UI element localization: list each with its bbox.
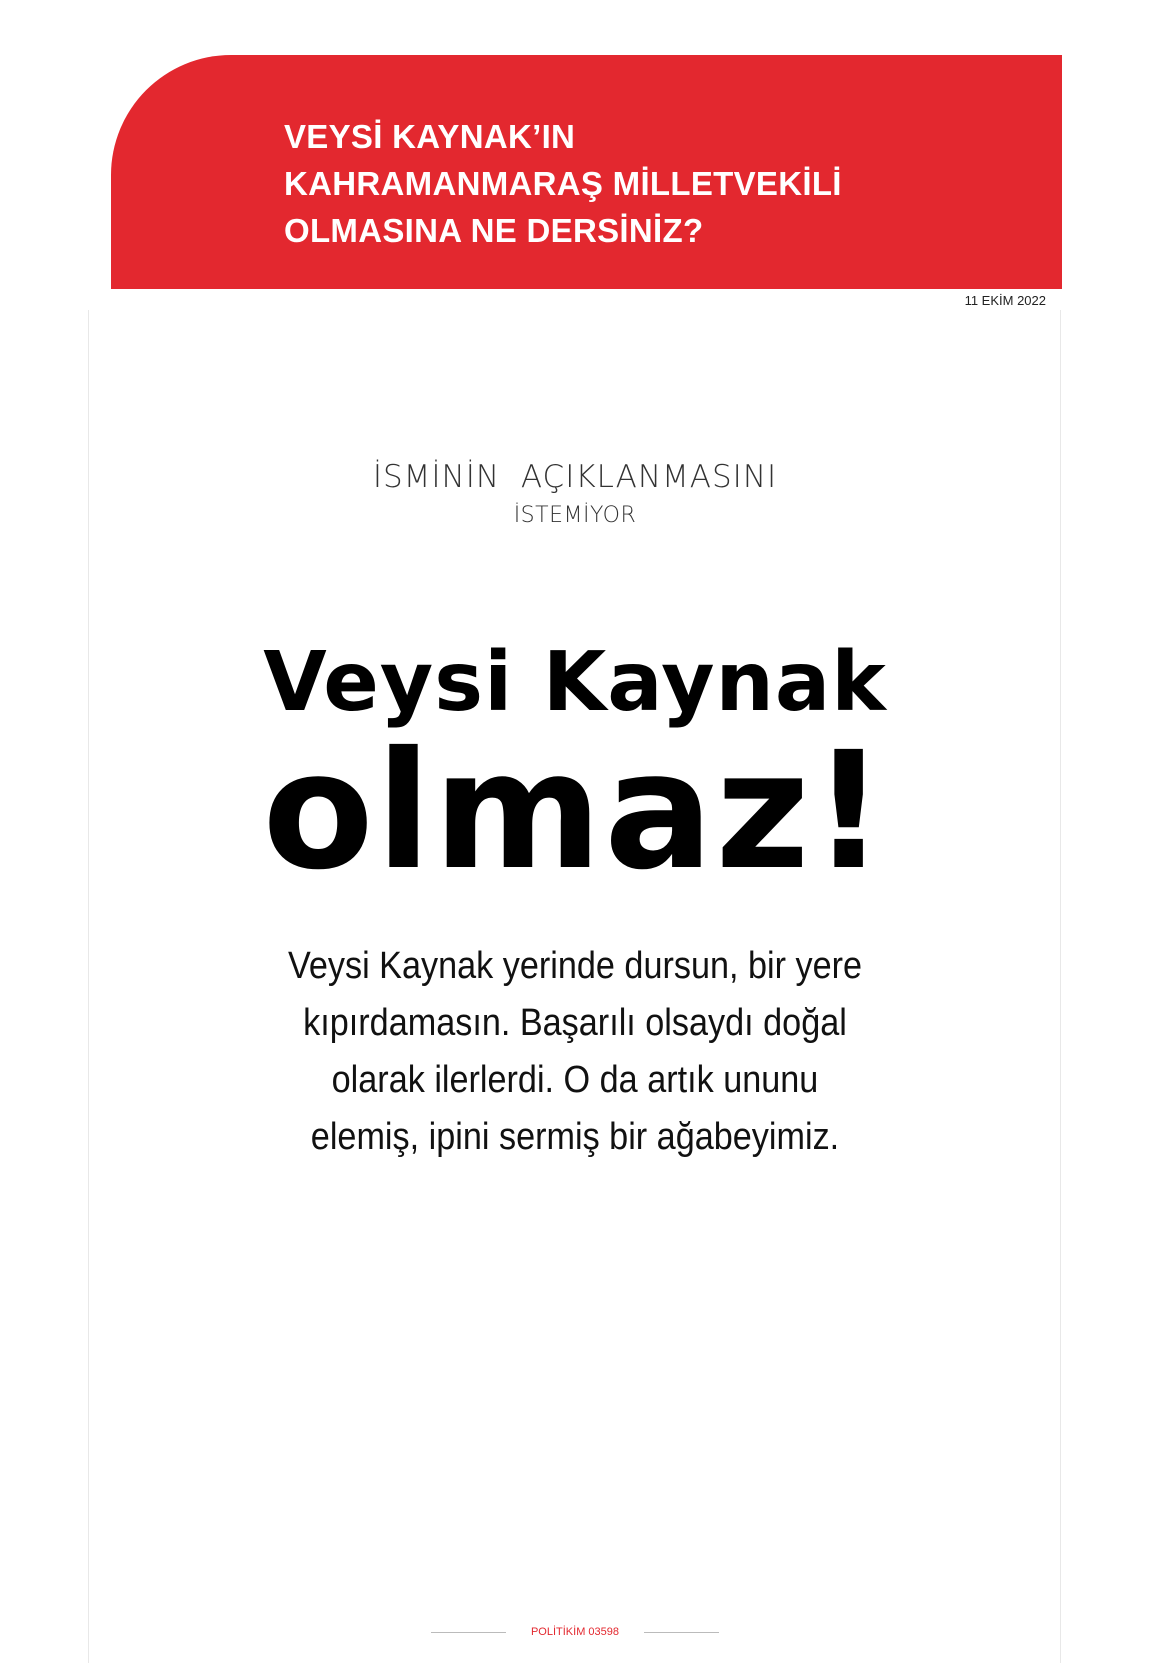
header-title	[284, 113, 842, 254]
header-title-line: OLMASINA NE DERSİNİZ?	[284, 212, 704, 249]
body-quote-line: Veysi Kaynak yerinde dursun, bir yere	[287, 945, 863, 987]
footer-divider-right	[644, 1632, 719, 1633]
header-title-line: VEYSİ KAYNAK’IN	[284, 118, 576, 155]
body-quote-line: kıpırdamasın. Başarılı olsaydı doğal	[303, 1002, 847, 1044]
footer	[0, 1626, 1150, 1638]
source-attribution-line1: İSMİNİN AÇIKLANMASINI	[372, 459, 778, 495]
body-quote-line: olarak ilerlerdi. O da artık ununu	[331, 1059, 819, 1101]
headline-line2: olmaz!	[262, 718, 888, 906]
footer-label: POLİTİKİM 03598	[530, 1626, 620, 1638]
publication-date: 11 EKİM 2022	[964, 293, 1046, 308]
source-attribution-line2: İSTEMİYOR	[513, 503, 637, 528]
header-banner	[111, 55, 1062, 289]
body-quote-line: elemiş, ipini sermiş bir ağabeyimiz.	[310, 1116, 840, 1158]
headline-line1: Veysi Kaynak	[263, 635, 887, 730]
body-quote	[215, 938, 935, 1166]
header-title-line: KAHRAMANMARAŞ MİLLETVEKİLİ	[284, 165, 842, 202]
footer-divider-left	[431, 1632, 506, 1633]
